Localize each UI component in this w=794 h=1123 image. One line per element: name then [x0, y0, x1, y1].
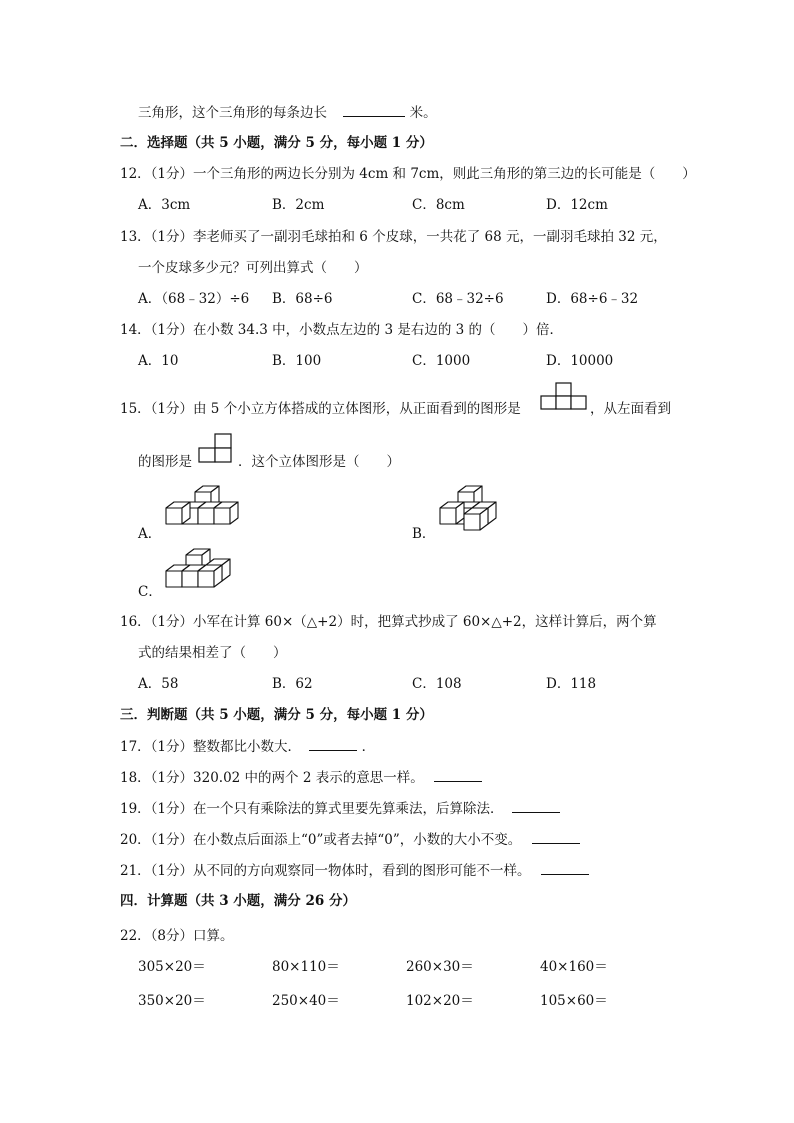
answer-blank[interactable] [309, 737, 357, 751]
option-a-cube-figure[interactable] [166, 484, 246, 529]
q14-option-c[interactable]: C．1000 [412, 353, 471, 369]
question-22: 22．（8分）口算。 [120, 928, 234, 944]
question-18-text: 18．（1分）320.02 中的两个 2 表示的意思一样。 [120, 770, 424, 786]
calc-item: 250×40＝ [272, 993, 340, 1009]
front-view-figure [540, 382, 588, 412]
answer-blank[interactable] [512, 799, 560, 813]
question-17 [120, 737, 375, 756]
q13-option-d[interactable]: D．68÷6﹣32 [546, 291, 639, 307]
q16-option-b[interactable]: B．62 [272, 676, 313, 692]
section-3-title: 三．判断题（共 5 小题，满分 5 分，每小题 1 分） [120, 707, 433, 723]
q13-option-b[interactable]: B．68÷6 [272, 291, 333, 307]
question-17-suffix: ． [361, 739, 376, 755]
q12-option-a[interactable]: A．3cm [138, 197, 191, 213]
question-17-text: 17．（1分）整数都比小数大． [120, 739, 302, 755]
intro-text: 三角形，这个三角形的每条边长 [138, 105, 327, 121]
answer-blank[interactable] [343, 103, 405, 117]
answer-blank[interactable] [434, 768, 482, 782]
q14-option-d[interactable]: D．10000 [546, 353, 614, 369]
section-2-title: 二．选择题（共 5 小题，满分 5 分，每小题 1 分） [120, 135, 433, 151]
question-16-line2: 式的结果相差了（ ） [138, 645, 287, 661]
cube [198, 565, 222, 587]
q14-option-a[interactable]: A．10 [138, 353, 179, 369]
question-13-line2: 一个皮球多少元？可列出算式（ ） [138, 260, 368, 276]
calc-item: 305×20＝ [138, 959, 206, 975]
q12-option-d[interactable]: D．12cm [546, 197, 608, 213]
option-b-cube-figure[interactable] [440, 484, 512, 532]
calc-item: 350×20＝ [138, 993, 206, 1009]
question-15-line1a: 15．（1分）由 5 个小立方体搭成的立体图形，从正面看到的图形是 [120, 401, 521, 417]
cube [166, 502, 190, 524]
q15-option-c[interactable]: C． [138, 584, 162, 600]
q12-option-c[interactable]: C．8cm [412, 197, 465, 213]
q15-option-a[interactable]: A． [138, 526, 162, 542]
question-19 [120, 799, 560, 818]
question-20-text: 20．（1分）在小数点后面添上“0”或者去掉“0”，小数的大小不变。 [120, 832, 522, 848]
calc-item: 260×30＝ [406, 959, 474, 975]
q12-option-b[interactable]: B．2cm [272, 197, 325, 213]
q14-option-b[interactable]: B．100 [272, 353, 322, 369]
q16-option-d[interactable]: D．118 [546, 676, 597, 692]
q15-option-b[interactable]: B． [412, 526, 436, 542]
question-19-text: 19．（1分）在一个只有乘除法的算式里要先算乘法，后算除法． [120, 801, 504, 817]
question-16-line1: 16．（1分）小军在计算 60×（△+2）时，把算式抄成了 60×△+2，这样计算后，两个算 [120, 614, 657, 630]
calc-item: 105×60＝ [540, 993, 608, 1009]
q16-option-c[interactable]: C．108 [412, 676, 462, 692]
calc-item: 102×20＝ [406, 993, 474, 1009]
question-18 [120, 768, 482, 787]
question-21-text: 21．（1分）从不同的方向观察同一物体时，看到的图形可能不一样。 [120, 863, 531, 879]
question-15-line2b: ．这个立体图形是（ ） [238, 454, 400, 470]
section-4-title: 四．计算题（共 3 小题，满分 26 分） [120, 893, 356, 909]
question-13-line1: 13．（1分）李老师买了一副羽毛球拍和 6 个皮球，一共花了 68 元，一副羽毛球拍 32 元， [120, 229, 667, 245]
question-21 [120, 861, 589, 880]
q13-option-a[interactable]: A．（68﹣32）÷6 [138, 291, 250, 307]
cube [440, 502, 464, 524]
cube [214, 502, 238, 524]
calc-item: 80×110＝ [272, 959, 340, 975]
question-14: 14．（1分）在小数 34.3 中，小数点左边的 3 是右边的 3 的（ ）倍． [120, 322, 564, 338]
option-c-cube-figure[interactable] [166, 549, 246, 593]
q13-option-c[interactable]: C．68﹣32÷6 [412, 291, 504, 307]
question-15-line1b: ，从左面看到 [590, 401, 671, 417]
question-20 [120, 830, 580, 849]
calc-item: 40×160＝ [540, 959, 608, 975]
answer-blank[interactable] [541, 861, 589, 875]
cube [464, 508, 488, 530]
left-view-figure [199, 433, 235, 463]
intro-line [138, 103, 437, 122]
question-15-line2a: 的图形是 [138, 454, 192, 470]
intro-suffix: 米。 [409, 105, 437, 121]
q16-option-a[interactable]: A．58 [138, 676, 179, 692]
answer-blank[interactable] [532, 830, 580, 844]
question-12: 12．（1分）一个三角形的两边长分别为 4cm 和 7cm，则此三角形的第三边的长可能是（ ） [120, 166, 696, 182]
